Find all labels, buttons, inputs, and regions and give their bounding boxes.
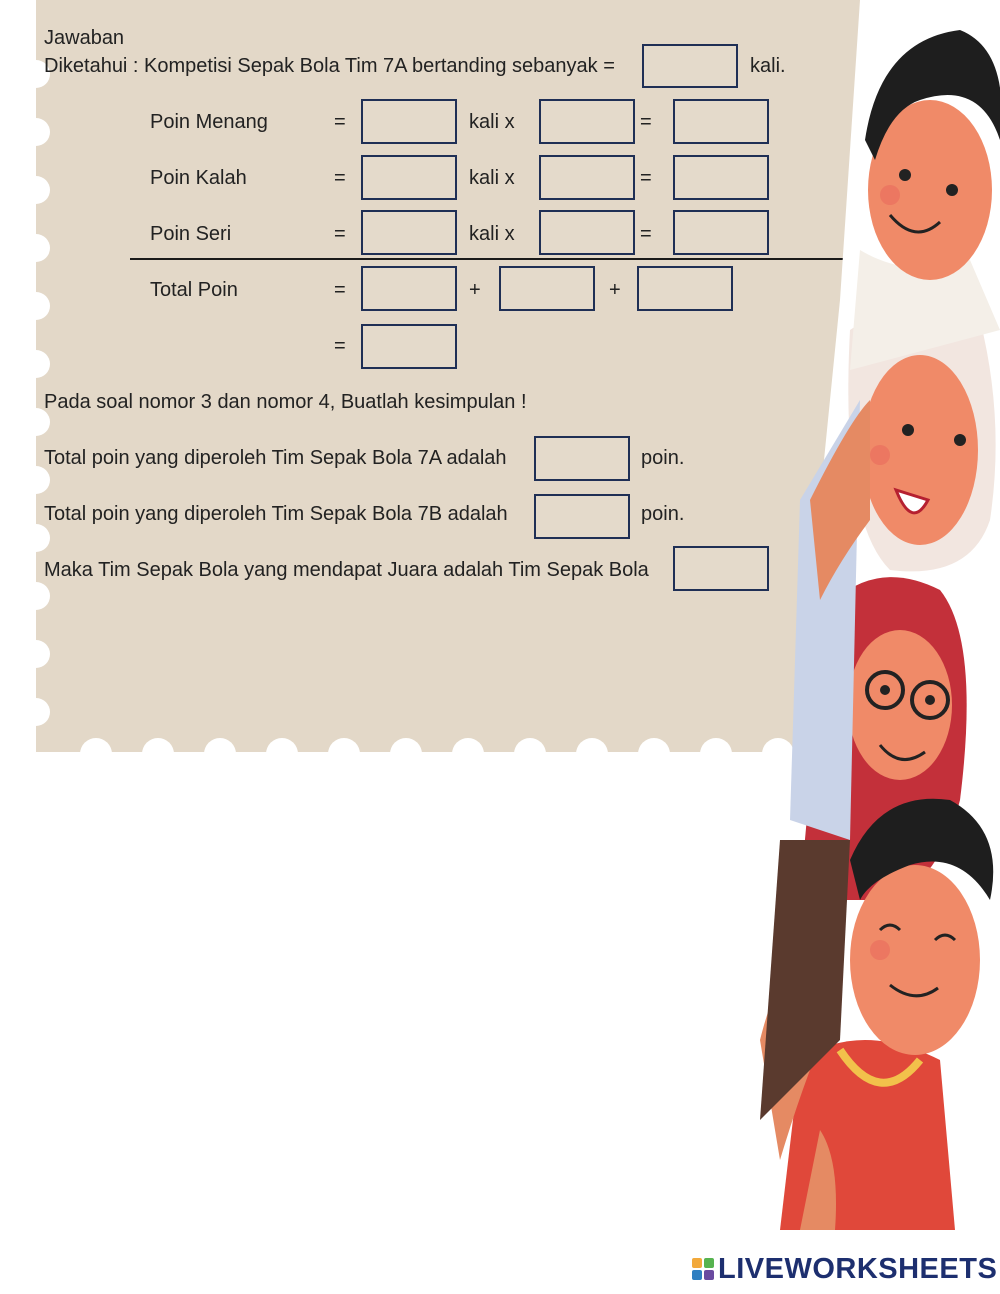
- scallop-edge: [266, 738, 298, 770]
- scallop-edge: [22, 698, 50, 726]
- scallop-edge: [22, 234, 50, 262]
- row-times: kali x: [469, 223, 515, 245]
- champion-text: Maka Tim Sepak Bola yang mendapat Juara adalah Tim Sepak Bola: [44, 559, 649, 581]
- kids-illustration: [740, 0, 1000, 1240]
- scallop-edge: [22, 350, 50, 378]
- row-label-draw: Poin Seri: [150, 223, 232, 245]
- win-points-input[interactable]: [539, 99, 635, 144]
- scallop-edge: [204, 738, 236, 770]
- row-times: kali x: [469, 167, 515, 189]
- known-suffix: kali.: [750, 55, 786, 77]
- scallop-edge: [22, 292, 50, 320]
- plus-sign: +: [469, 279, 481, 301]
- draw-points-input[interactable]: [539, 210, 635, 255]
- row-equals-2: =: [640, 223, 652, 245]
- row-times: kali x: [469, 111, 515, 133]
- win-count-input[interactable]: [361, 99, 457, 144]
- row-equals-2: =: [640, 167, 652, 189]
- total-win-input[interactable]: [361, 266, 457, 311]
- scallop-edge: [390, 738, 422, 770]
- plus-sign: +: [609, 279, 621, 301]
- lose-points-input[interactable]: [539, 155, 635, 200]
- scallop-edge: [514, 738, 546, 770]
- unit-label: poin.: [641, 447, 685, 469]
- scallop-edge: [22, 640, 50, 668]
- scallop-edge: [22, 524, 50, 552]
- scallop-edge: [22, 176, 50, 204]
- draw-count-input[interactable]: [361, 210, 457, 255]
- row-equals: =: [334, 111, 346, 133]
- answer-heading: Jawaban: [44, 27, 125, 49]
- row-equals: =: [334, 167, 346, 189]
- total-draw-input[interactable]: [637, 266, 733, 311]
- scallop-edge: [700, 738, 732, 770]
- row-label-lose: Poin Kalah: [150, 167, 247, 189]
- scallop-edge: [22, 118, 50, 146]
- scallop-edge: [452, 738, 484, 770]
- row-equals: =: [334, 223, 346, 245]
- points-7b-input[interactable]: [534, 494, 630, 539]
- liveworksheets-logo-icon: [692, 1258, 714, 1280]
- scallop-edge: [22, 466, 50, 494]
- conclusion-7a-text: Total poin yang diperoleh Tim Sepak Bola 7A adalah: [44, 447, 507, 469]
- unit-label: poin.: [641, 503, 685, 525]
- match-count-input[interactable]: [642, 44, 738, 88]
- scallop-edge: [638, 738, 670, 770]
- scallop-edge: [328, 738, 360, 770]
- scallop-edge: [22, 582, 50, 610]
- known-statement: Diketahui : Kompetisi Sepak Bola Tim 7A bertanding sebanyak =: [44, 55, 615, 77]
- points-7a-input[interactable]: [534, 436, 630, 481]
- scallop-edge: [142, 738, 174, 770]
- liveworksheets-logo[interactable]: [692, 1254, 997, 1284]
- total-points-input[interactable]: [361, 324, 457, 369]
- lose-count-input[interactable]: [361, 155, 457, 200]
- total-lose-input[interactable]: [499, 266, 595, 311]
- conclusion-7b-text: Total poin yang diperoleh Tim Sepak Bola 7B adalah: [44, 503, 508, 525]
- scallop-edge: [576, 738, 608, 770]
- total-label: Total Poin: [150, 279, 238, 301]
- conclusion-prompt: Pada soal nomor 3 dan nomor 4, Buatlah kesimpulan !: [44, 391, 527, 413]
- row-label-win: Poin Menang: [150, 111, 268, 133]
- row-equals-2: =: [640, 111, 652, 133]
- final-equals: =: [334, 335, 346, 357]
- logo-text: LIVEWORKSHEETS: [718, 1252, 998, 1285]
- scallop-edge: [80, 738, 112, 770]
- total-equals: =: [334, 279, 346, 301]
